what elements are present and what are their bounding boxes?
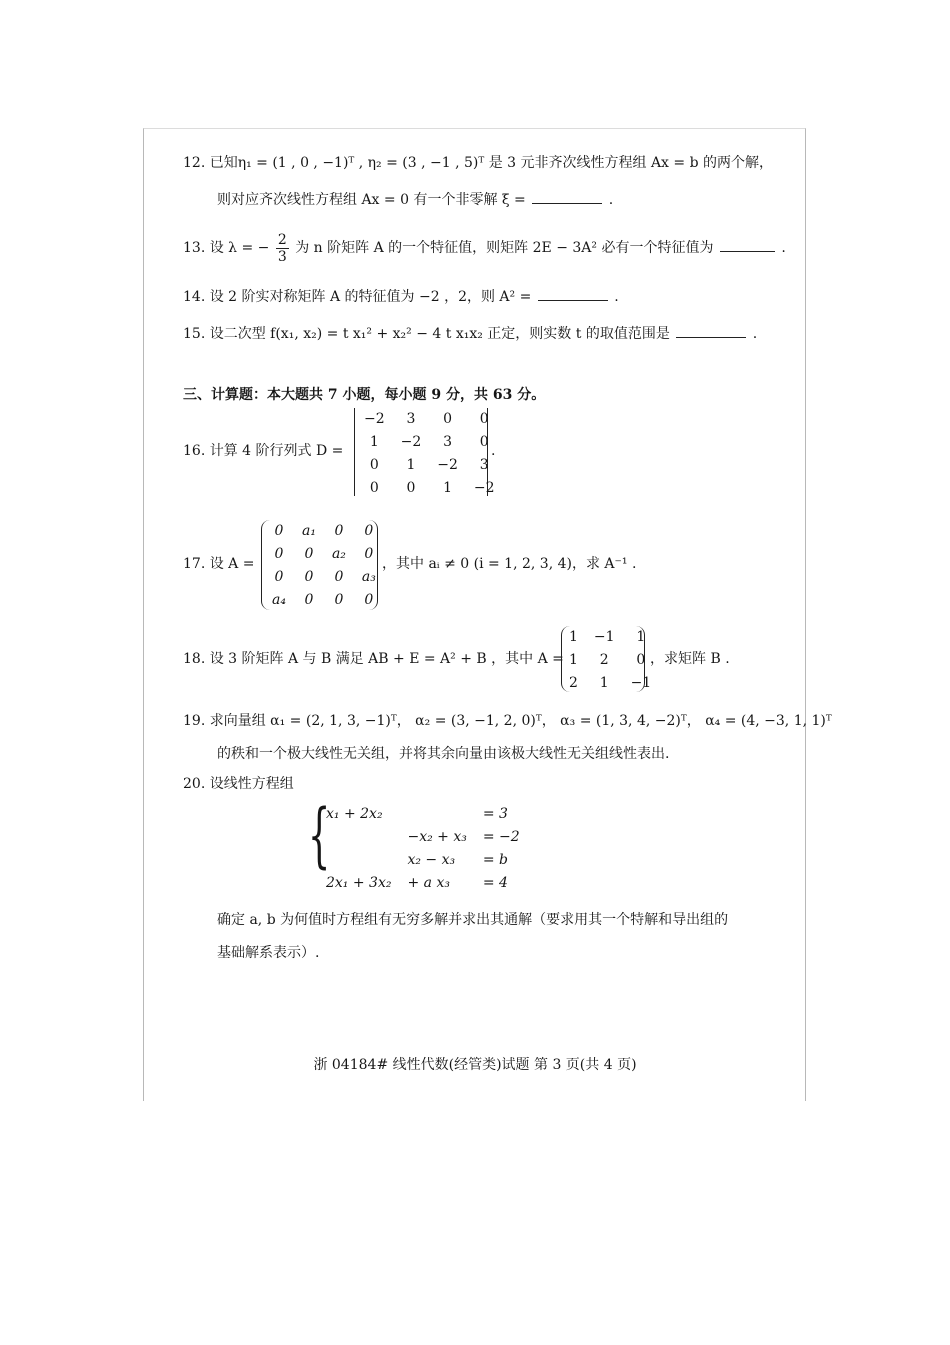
q16-cell: 0 [479,434,489,450]
q16-cell: 1 [443,480,453,496]
q20-eq-term: + a x₃ [407,875,450,891]
q20-eq-rhs: = −2 [482,829,520,845]
q19-line1: 19. 求向量组 α₁ = (2, 1, 3, −1)ᵀ， α₂ = (3, −1, 2, 0)ᵀ， α₃ = (1, 3, 4, −2)ᵀ， α₄ = (4, −3, 1, 1)ᵀ [183,713,832,729]
q17-post: ，其中 aᵢ ≠ 0 (i = 1, 2, 3, 4)，求 A⁻¹ . [382,556,637,572]
q17-cell: a₄ [272,592,286,608]
q20-eq-term [318,826,399,849]
q17-cell: 0 [304,569,314,585]
q18-cell: −1 [630,675,652,691]
q16-cell: 1 [369,434,379,450]
q20-equation [318,849,528,872]
q16-cell: 0 [443,411,453,427]
q15-end: . [752,326,758,342]
q20-line2: 基础解系表示）. [217,945,320,961]
q16-pre: 16. 计算 4 阶行列式 D = [183,443,344,459]
q13-fraction-num: 2 [277,231,287,248]
q13-answer-blank [720,239,775,252]
q17-cell: 0 [304,546,314,562]
q20-eq-rhs: = 4 [482,875,508,891]
q20-eq-term [318,849,399,872]
q16-cell: −2 [364,411,385,427]
q13-pre: 13. 设 λ = − [183,240,270,256]
q16-end: . [491,443,496,459]
q18-cell: 2 [599,652,609,668]
q17-cell: 0 [334,523,344,539]
q17-cell: 0 [274,546,284,562]
q17-pre: 17. 设 A = [183,556,255,572]
q16-cell: 0 [479,411,489,427]
q20-eq-term: −x₂ + x₃ [407,829,467,845]
q17-cell: a₂ [331,546,346,562]
q17-cell: a₁ [301,523,316,539]
q17-row [264,520,384,543]
q12-line1: 12. 已知η₁ = (1 , 0 , −1)ᵀ , η₂ = (3 , −1 , 5)ᵀ 是 3 元非齐次线性方程组 Ax = b 的两个解， [183,155,773,171]
q16-cell: 0 [406,480,416,496]
q13-fraction-den: 3 [277,248,287,265]
q20-title: 20. 设线性方程组 [183,776,294,792]
q16-row [356,454,503,477]
q16-cell: −2 [473,480,495,496]
page-footer: 浙 04184# 线性代数(经管类)试题 第 3 页(共 4 页) [313,1057,637,1073]
q16-row [356,408,503,431]
q20-equation [318,872,528,895]
q16-cell: 1 [406,457,416,473]
q20-brace: { [308,794,331,876]
q12-line2 [217,191,613,209]
q18-row [561,672,659,695]
q14-answer-blank [538,288,608,301]
q13-line [183,230,786,266]
q18-pre: 18. 设 3 阶矩阵 A 与 B 满足 AB + E = A² + B ，其中 A = [183,651,564,667]
q18-cell: −1 [593,629,615,645]
q16-determinant [356,408,503,500]
q14-end: . [614,289,619,305]
q20-eq-rhs: = 3 [482,806,508,822]
q17-row [264,589,384,612]
q18-cell: 1 [569,629,578,645]
q20-line1: 确定 a, b 为何值时方程组有无穷多解并求出其通解（要求用其一个特解和导出组的 [217,912,729,928]
q18-matrix [561,626,659,695]
q17-matrix [264,520,384,612]
q20-equation-system [318,803,528,895]
q17-cell: a₃ [361,569,376,585]
q18-cell: 1 [636,629,646,645]
q18-row [561,649,659,672]
q18-cell: 2 [569,675,578,691]
q16-row [356,431,503,454]
q18-cell: 1 [599,675,609,691]
q20-eq-term [399,803,474,826]
q12-line2-text: 则对应齐次线性方程组 Ax = 0 有一个非零解 ξ = [217,192,526,208]
q13-fraction [276,232,289,265]
q20-equation [318,803,528,826]
q15-text: 15. 设二次型 f(x₁, x₂) = t x₁² + x₂² − 4 t x₁x₂ 正定，则实数 t 的取值范围是 [183,326,670,342]
q15-line [183,325,757,343]
q17-row [264,566,384,589]
q16-cell: 3 [479,457,489,473]
section-3-heading: 三、计算题：本大题共 7 小题，每小题 9 分，共 63 分。 [183,387,546,403]
q20-eq-term: x₁ + 2x₂ [326,806,383,822]
q17-cell: 0 [274,523,284,539]
q16-row [356,477,503,500]
q14-line [183,288,619,306]
q12-line2-end: . [608,192,614,208]
q17-cell: 0 [364,546,374,562]
q17-cell: 0 [364,523,374,539]
q17-cell: 0 [304,592,314,608]
q14-text: 14. 设 2 阶实对称矩阵 A 的特征值为 −2 ，2，则 A² = [183,289,532,305]
q18-row [561,626,659,649]
q15-answer-blank [676,325,746,338]
q20-eq-term: x₂ − x₃ [407,852,456,868]
q20-equation [318,826,528,849]
q13-end: . [781,240,786,256]
q16-cell: 0 [369,457,379,473]
q17-cell: 0 [364,592,374,608]
q18-cell: 1 [569,652,578,668]
q17-cell: 0 [274,569,284,585]
q16-cell: 3 [443,434,453,450]
q17-row [264,543,384,566]
q12-answer-blank [532,191,602,204]
q20-eq-rhs: = b [482,852,509,868]
q16-cell: 0 [369,480,379,496]
q17-cell: 0 [334,592,344,608]
q20-eq-term: 2x₁ + 3x₂ [326,875,392,891]
q16-cell: −2 [400,434,422,450]
q17-cell: 0 [334,569,344,585]
q18-post: ，求矩阵 B . [650,651,730,667]
q13-post: 为 n 阶矩阵 A 的一个特征值，则矩阵 2E − 3A² 必有一个特征值为 [295,240,714,256]
q18-cell: 0 [636,652,646,668]
q16-cell: −2 [437,457,458,473]
q16-cell: 3 [406,411,416,427]
q19-line2: 的秩和一个极大线性无关组，并将其余向量由该极大线性无关组线性表出. [217,746,670,762]
